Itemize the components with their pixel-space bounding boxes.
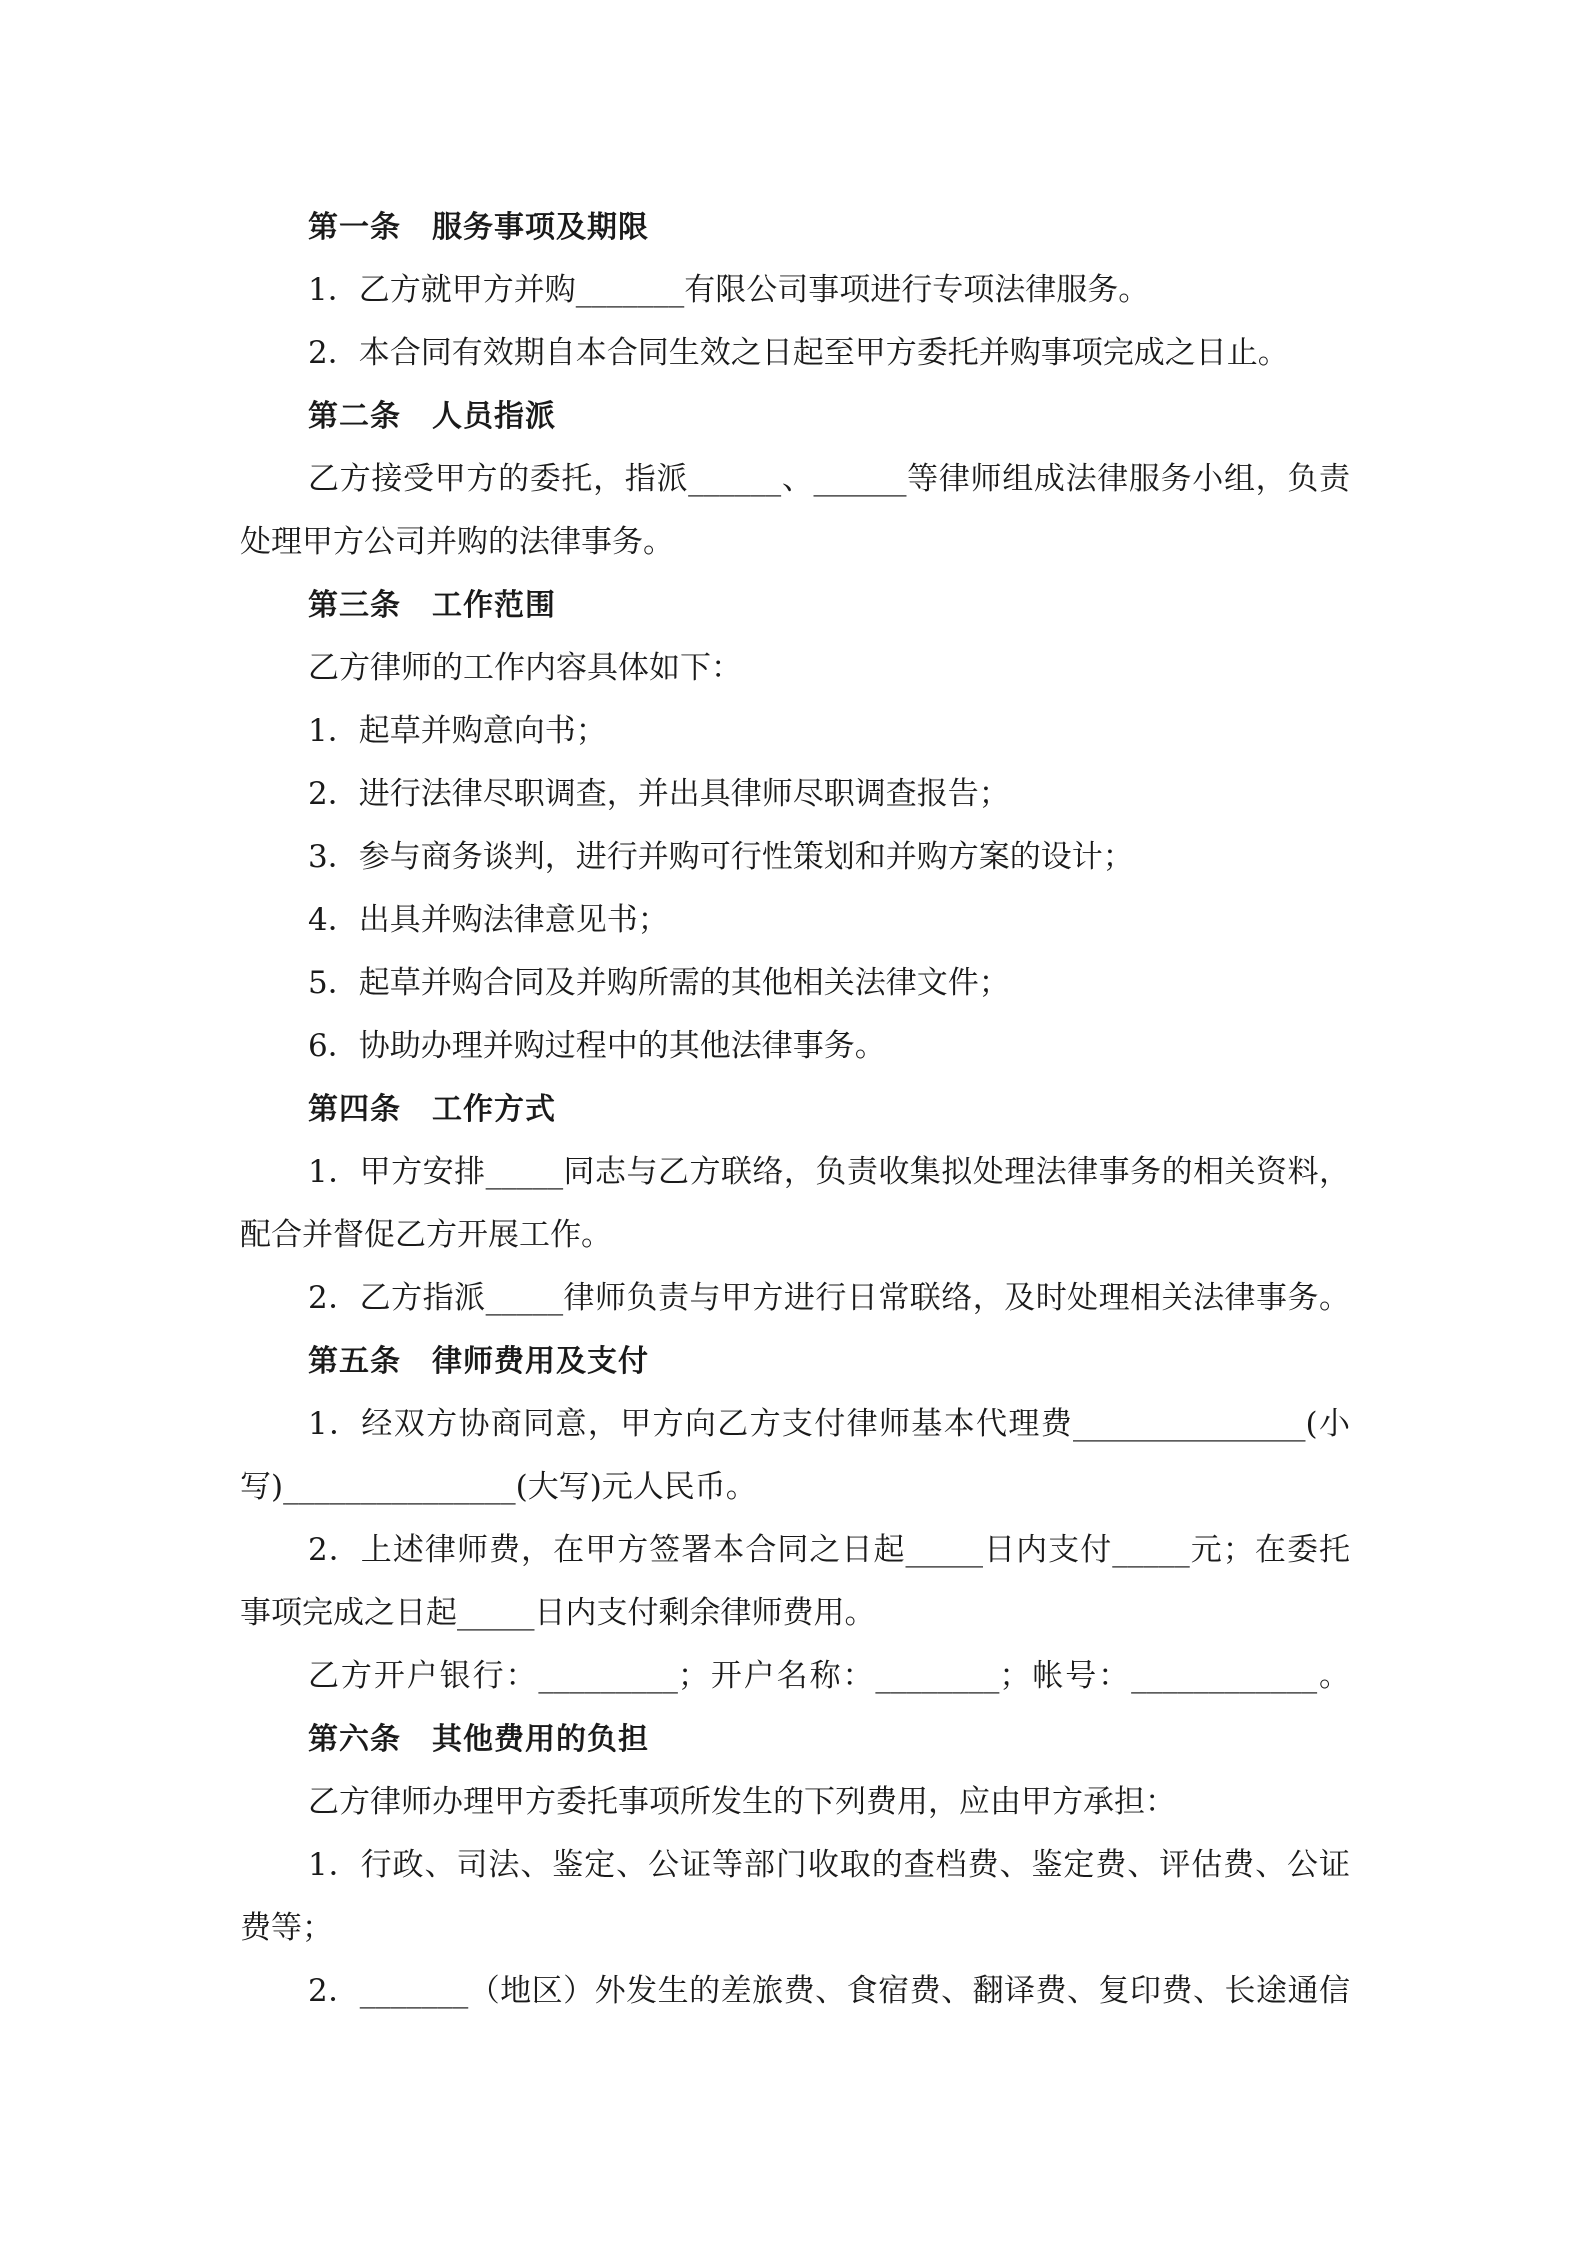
article-3-heading: 第三条 工作范围 [308,588,556,623]
article-3-item-1: 1．起草并购意向书； [308,713,607,749]
article-2-paragraph-line-2: 处理甲方公司并购的法律事务。 [240,524,674,560]
article-2-heading: 第二条 人员指派 [308,399,556,434]
article-6-item-1-line-2: 费等； [240,1910,333,1946]
article-2-paragraph-line-1: 乙方接受甲方的委托，指派______、______等律师组成法律服务小组，负责 [308,461,1350,497]
article-5-heading: 第五条 律师费用及支付 [308,1344,649,1379]
contract-body [240,196,1350,2023]
article-5-bank-info: 乙方开户银行：_________；开户名称：________；帐号：____________。 [308,1658,1350,1694]
article-6-heading: 第六条 其他费用的负担 [308,1722,649,1757]
article-3-item-6: 6．协助办理并购过程中的其他法律事务。 [308,1028,886,1064]
article-1-item-1: 1．乙方就甲方并购_______有限公司事项进行专项法律服务。 [308,272,1150,308]
article-4-item-1-line-1: 1．甲方安排_____同志与乙方联络，负责收集拟处理法律事务的相关资料， [308,1154,1350,1190]
article-4-heading: 第四条 工作方式 [308,1092,556,1127]
article-3-item-3: 3．参与商务谈判，进行并购可行性策划和并购方案的设计； [308,839,1134,875]
article-5-item-2-line-1: 2．上述律师费，在甲方签署本合同之日起_____日内支付_____元；在委托 [308,1532,1350,1568]
article-4-item-1-line-2: 配合并督促乙方开展工作。 [240,1217,612,1253]
article-5-item-2-line-2: 事项完成之日起_____日内支付剩余律师费用。 [240,1595,876,1631]
article-5-item-1-line-1: 1．经双方协商同意，甲方向乙方支付律师基本代理费_______________(小 [308,1406,1350,1442]
article-3-item-5: 5．起草并购合同及并购所需的其他相关法律文件； [308,965,1010,1001]
article-1-item-2: 2．本合同有效期自本合同生效之日起至甲方委托并购事项完成之日止。 [308,335,1289,371]
article-3-item-2: 2．进行法律尽职调查，并出具律师尽职调查报告； [308,776,1010,812]
article-4-item-2: 2．乙方指派_____律师负责与甲方进行日常联络，及时处理相关法律事务。 [308,1280,1350,1316]
article-1-heading: 第一条 服务事项及期限 [308,210,649,245]
article-6-item-1-line-1: 1．行政、司法、鉴定、公证等部门收取的查档费、鉴定费、评估费、公证 [308,1847,1350,1883]
article-6-item-2-line-1: 2．_______（地区）外发生的差旅费、食宿费、翻译费、复印费、长途通信 [308,1973,1350,2009]
article-5-item-1-line-2: 写)_______________(大写)元人民币。 [240,1469,757,1505]
article-6-intro: 乙方律师办理甲方委托事项所发生的下列费用，应由甲方承担： [308,1784,1176,1820]
article-3-item-4: 4．出具并购法律意见书； [308,902,669,938]
article-3-intro: 乙方律师的工作内容具体如下： [308,650,742,686]
